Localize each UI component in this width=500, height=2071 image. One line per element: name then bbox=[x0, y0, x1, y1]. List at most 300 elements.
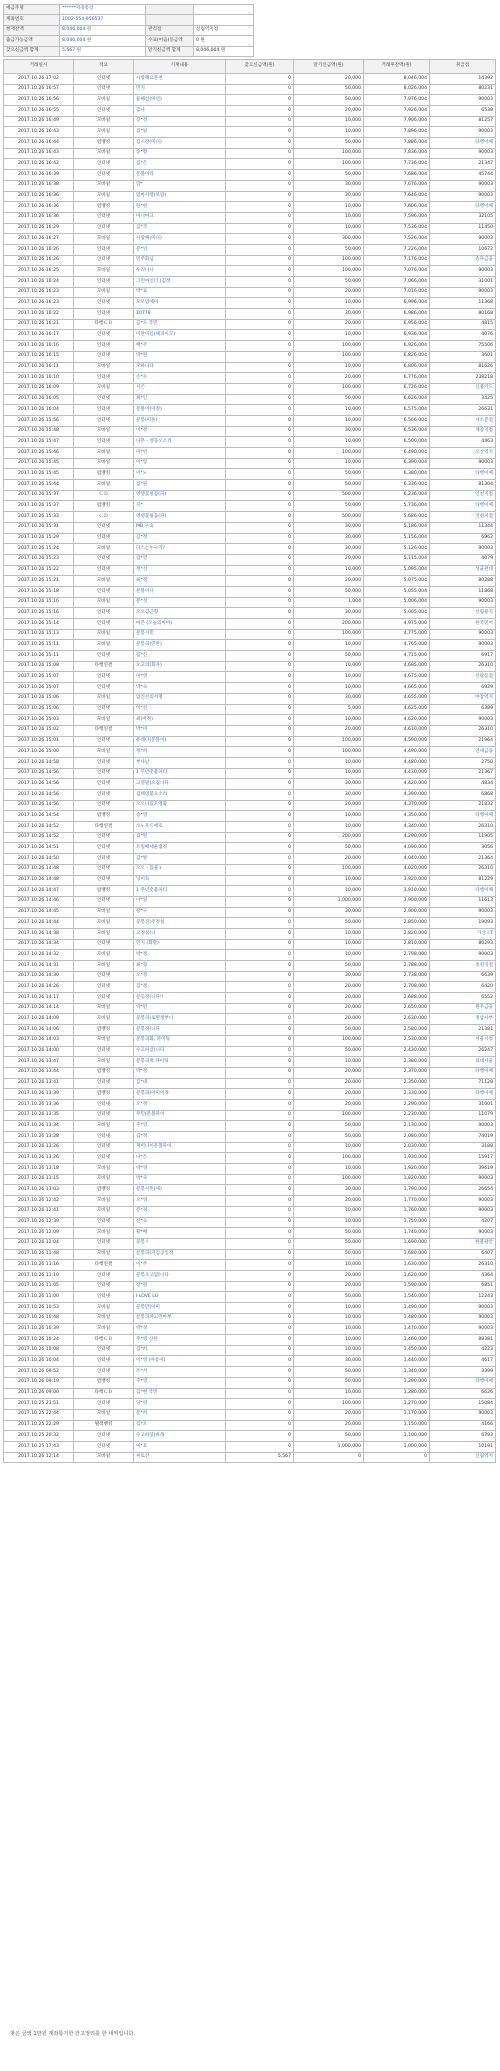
tx-branch: 서소문점 bbox=[430, 415, 496, 426]
tx-withdrawal: 0 bbox=[226, 426, 294, 437]
tx-memo: 씨토진 bbox=[134, 1452, 226, 1463]
tx-withdrawal: 0 bbox=[226, 266, 294, 277]
tx-type: 인터넷 bbox=[74, 779, 134, 790]
tx-memo: 이*호 bbox=[134, 1441, 226, 1452]
tx-withdrawal: 0 bbox=[226, 939, 294, 950]
tx-branch: 90003 bbox=[430, 1303, 496, 1314]
tx-branch: 6626 bbox=[430, 1388, 496, 1399]
tx-balance: 1,750,000 bbox=[364, 1217, 430, 1228]
tx-branch: 타행이체 bbox=[430, 886, 496, 897]
table-row bbox=[4, 768, 496, 779]
tx-type: 인터넷 bbox=[74, 704, 134, 715]
tx-date: 2017.10.26 14:56 bbox=[4, 779, 74, 790]
table-row bbox=[4, 116, 496, 127]
tx-deposit: 10,000 bbox=[294, 1057, 364, 1068]
table-row bbox=[4, 1345, 496, 1356]
table-row bbox=[4, 1388, 496, 1399]
tx-branch: 90003 bbox=[430, 950, 496, 961]
tx-deposit: 20,000 bbox=[294, 106, 364, 117]
tx-balance: 1,450,000 bbox=[364, 1345, 430, 1356]
tx-type: 인터넷 bbox=[74, 832, 134, 843]
tx-date: 2017.10.26 13:44 bbox=[4, 1067, 74, 1078]
tx-balance: 2,650,000 bbox=[364, 1003, 430, 1014]
table-row bbox=[4, 148, 496, 159]
tx-memo: 부나난 bbox=[134, 757, 226, 768]
tx-memo: 김*희 bbox=[134, 1345, 226, 1356]
tx-branch: 80231 bbox=[430, 84, 496, 95]
tx-date: 2017.10.26 15:13 bbox=[4, 629, 74, 640]
tx-withdrawal: 0 bbox=[226, 651, 294, 662]
tx-branch: 71128 bbox=[430, 1078, 496, 1089]
tx-date: 2017.10.26 14:48 bbox=[4, 875, 74, 886]
tx-type: 인터넷 bbox=[74, 405, 134, 416]
tx-type: 펌뱅킹 bbox=[74, 1185, 134, 1196]
tx-balance: 6,826,004 bbox=[364, 351, 430, 362]
tx-branch: 90003 bbox=[430, 597, 496, 608]
tx-balance: 2,430,000 bbox=[364, 1046, 430, 1057]
tx-deposit: 30,000 bbox=[294, 426, 364, 437]
tx-memo: 오오 - 뜸물+ bbox=[134, 864, 226, 875]
tx-type: 인터넷 bbox=[74, 106, 134, 117]
table-row bbox=[4, 1452, 496, 1463]
tx-branch: 6552 bbox=[430, 993, 496, 1004]
tx-deposit: 100,000 bbox=[294, 629, 364, 640]
tx-withdrawal: 0 bbox=[226, 971, 294, 982]
tx-balance: 6,566,004 bbox=[364, 415, 430, 426]
tx-withdrawal: 0 bbox=[226, 907, 294, 918]
tx-balance: 1,460,000 bbox=[364, 1335, 430, 1346]
tx-branch: 81257 bbox=[430, 116, 496, 127]
tx-type: 모바일 bbox=[74, 1014, 134, 1025]
table-row bbox=[4, 1110, 496, 1121]
tx-date: 2017.10.26 14:17 bbox=[4, 993, 74, 1004]
tx-date: 2017.10.26 13:35 bbox=[4, 1110, 74, 1121]
tx-balance: 5,075,004 bbox=[364, 576, 430, 587]
tx-branch: 26310 bbox=[430, 661, 496, 672]
tx-branch: 32105 bbox=[430, 212, 496, 223]
tx-balance: 4,620,000 bbox=[364, 715, 430, 726]
tx-date: 2017.10.26 14:34 bbox=[4, 939, 74, 950]
tx-withdrawal: 0 bbox=[226, 138, 294, 149]
tx-branch: 74019 bbox=[430, 1132, 496, 1143]
tx-date: 2017.10.26 16:36 bbox=[4, 212, 74, 223]
table-row bbox=[4, 1089, 496, 1100]
tx-balance: 8,046,004 bbox=[364, 73, 430, 84]
table-row bbox=[4, 1356, 496, 1367]
tx-balance: 7,686,004 bbox=[364, 170, 430, 181]
tx-memo: 미니마크 bbox=[134, 212, 226, 223]
tx-deposit: 10,000 bbox=[294, 116, 364, 127]
tx-branch: 6389 bbox=[430, 704, 496, 715]
tx-memo: MB 구속 bbox=[134, 522, 226, 533]
tx-deposit: 100,000 bbox=[294, 1174, 364, 1185]
tx-deposit: 50,000 bbox=[294, 1431, 364, 1442]
table-row bbox=[4, 1249, 496, 1260]
tx-withdrawal: 0 bbox=[226, 565, 294, 576]
tx-withdrawal: 0 bbox=[226, 928, 294, 939]
tx-type: 인터넷 bbox=[74, 1399, 134, 1410]
tx-branch: 4079 bbox=[430, 554, 496, 565]
tx-branch: 88381 bbox=[430, 1335, 496, 1346]
tx-type: 모바일 bbox=[74, 480, 134, 491]
tx-balance: 1,440,000 bbox=[364, 1356, 430, 1367]
table-row bbox=[4, 704, 496, 715]
tx-date: 2017.10.26 09:19 bbox=[4, 1377, 74, 1388]
tx-balance: 6,236,004 bbox=[364, 490, 430, 501]
tx-type: 인터넷 bbox=[74, 73, 134, 84]
tx-withdrawal: 0 bbox=[226, 1409, 294, 1420]
tx-memo: 문봉(미혼) bbox=[134, 415, 226, 426]
tx-memo: 엄마사랑(보람) bbox=[134, 191, 226, 202]
tx-memo: 정*선 bbox=[134, 565, 226, 576]
tx-type: 인터넷 bbox=[74, 1078, 134, 1089]
tx-withdrawal: 0 bbox=[226, 961, 294, 972]
tx-balance: 7,076,004 bbox=[364, 266, 430, 277]
tx-withdrawal: 0 bbox=[226, 1089, 294, 1100]
tx-withdrawal: 0 bbox=[226, 415, 294, 426]
table-row bbox=[4, 875, 496, 886]
tx-deposit: 20,000 bbox=[294, 982, 364, 993]
table-row bbox=[4, 1067, 496, 1078]
tx-date: 2017.10.26 14:06 bbox=[4, 1025, 74, 1036]
table-row bbox=[4, 886, 496, 897]
tx-memo: 마픈 (오늘의마마) bbox=[134, 619, 226, 630]
tx-memo: 박*정 bbox=[134, 1067, 226, 1078]
tx-deposit: 30,000 bbox=[294, 544, 364, 555]
table-row bbox=[4, 1238, 496, 1249]
tx-deposit: 10,000 bbox=[294, 1303, 364, 1314]
table-row bbox=[4, 138, 496, 149]
tx-balance: 4,765,000 bbox=[364, 640, 430, 651]
tx-withdrawal: 0 bbox=[226, 362, 294, 373]
tx-balance: 4,370,000 bbox=[364, 800, 430, 811]
tx-withdrawal: 0 bbox=[226, 319, 294, 330]
tx-deposit: 10,000 bbox=[294, 875, 364, 886]
col-branch: 취급점 bbox=[430, 59, 496, 73]
tx-deposit: 30,000 bbox=[294, 907, 364, 918]
tx-deposit: 20,000 bbox=[294, 554, 364, 565]
table-row bbox=[4, 597, 496, 608]
tx-balance: 5,736,004 bbox=[364, 501, 430, 512]
tx-branch: 14392 bbox=[430, 73, 496, 84]
tx-memo: 문봉진(주정실 bbox=[134, 918, 226, 929]
tx-branch: 21381 bbox=[430, 1025, 496, 1036]
tx-branch: 81229 bbox=[430, 875, 496, 886]
tx-deposit: 50,000 bbox=[294, 1121, 364, 1132]
tx-date: 2017.10.26 15:48 bbox=[4, 426, 74, 437]
tx-deposit: 500,000 bbox=[294, 512, 364, 523]
tx-date: 2017.10.26 13:26 bbox=[4, 1153, 74, 1164]
tx-date: 2017.10.26 16:26 bbox=[4, 255, 74, 266]
tx-date: 2017.10.26 16:44 bbox=[4, 138, 74, 149]
tx-memo: 이*노 bbox=[134, 469, 226, 480]
tx-balance: 7,596,004 bbox=[364, 212, 430, 223]
tx-balance: 4,290,000 bbox=[364, 832, 430, 843]
tx-branch: 4364 bbox=[430, 1270, 496, 1281]
tx-deposit: 10,000 bbox=[294, 212, 364, 223]
tx-deposit: 1,000,000 bbox=[294, 1441, 364, 1452]
tx-balance: 8,026,004 bbox=[364, 84, 430, 95]
tx-memo: 박*표 bbox=[134, 287, 226, 298]
tx-branch: 10672 bbox=[430, 244, 496, 255]
tx-branch: 타행이체 bbox=[430, 469, 496, 480]
table-row bbox=[4, 448, 496, 459]
tx-branch: 6793 bbox=[430, 1431, 496, 1442]
tx-withdrawal: 0 bbox=[226, 896, 294, 907]
tx-deposit: 100,000 bbox=[294, 341, 364, 352]
table-row bbox=[4, 1367, 496, 1378]
tx-branch: 39619 bbox=[430, 1164, 496, 1175]
tx-deposit: 10,000 bbox=[294, 202, 364, 213]
tx-balance: 4,090,000 bbox=[364, 843, 430, 854]
tx-balance: 1,480,000 bbox=[364, 1313, 430, 1324]
tx-type: 펌뱅킹 bbox=[74, 202, 134, 213]
tx-date: 2017.10.26 15:16 bbox=[4, 597, 74, 608]
tx-deposit: 10,000 bbox=[294, 811, 364, 822]
table-row bbox=[4, 608, 496, 619]
tx-deposit: 30,000 bbox=[294, 790, 364, 801]
tx-date: 2017.10.25 22:44 bbox=[4, 1409, 74, 1420]
tx-balance: 2,788,000 bbox=[364, 961, 430, 972]
tx-branch: 3399 bbox=[430, 1367, 496, 1378]
tx-memo: 사랑해(미니) bbox=[134, 234, 226, 245]
account-info-row bbox=[4, 5, 254, 15]
tx-type: 모바일 bbox=[74, 918, 134, 929]
tx-deposit: 50,000 bbox=[294, 1132, 364, 1143]
tx-branch: 31001 bbox=[430, 277, 496, 288]
tx-memo: 지* bbox=[134, 501, 226, 512]
tx-deposit: 10,000 bbox=[294, 886, 364, 897]
table-row bbox=[4, 1260, 496, 1271]
tx-date: 2017.10.26 14:52 bbox=[4, 832, 74, 843]
table-row bbox=[4, 351, 496, 362]
tx-memo: 문봉피(민찬) bbox=[134, 640, 226, 651]
tx-branch: 90003 bbox=[430, 640, 496, 651]
table-row bbox=[4, 244, 496, 255]
tx-deposit: 30,000 bbox=[294, 180, 364, 191]
tx-balance: 7,226,004 bbox=[364, 244, 430, 255]
tx-withdrawal: 0 bbox=[226, 1078, 294, 1089]
table-row bbox=[4, 619, 496, 630]
tx-date: 2017.10.25 17:43 bbox=[4, 1441, 74, 1452]
tx-deposit: 300,000 bbox=[294, 234, 364, 245]
tx-withdrawal: 0 bbox=[226, 1014, 294, 1025]
tx-type: 인터넷 bbox=[74, 351, 134, 362]
tx-branch: 6407 bbox=[430, 1249, 496, 1260]
tx-deposit: 20,000 bbox=[294, 1420, 364, 1431]
table-row bbox=[4, 747, 496, 758]
tx-branch: 19093 bbox=[430, 918, 496, 929]
table-row bbox=[4, 790, 496, 801]
tx-deposit: 10,000 bbox=[294, 715, 364, 726]
tx-type: 인터넷 bbox=[74, 437, 134, 448]
table-row bbox=[4, 405, 496, 416]
tx-balance: 6,626,004 bbox=[364, 394, 430, 405]
tx-withdrawal: 0 bbox=[226, 790, 294, 801]
tx-withdrawal: 0 bbox=[226, 619, 294, 630]
tx-branch: 12243 bbox=[430, 1292, 496, 1303]
tx-balance: 5,156,004 bbox=[364, 533, 430, 544]
tx-branch: 11368 bbox=[430, 298, 496, 309]
tx-deposit: 100,000 bbox=[294, 266, 364, 277]
tx-branch: 3056 bbox=[430, 843, 496, 854]
table-row bbox=[4, 1153, 496, 1164]
table-row bbox=[4, 1441, 496, 1452]
info-label: 맡기신금액 합계 bbox=[146, 46, 194, 56]
tx-balance: 1,680,000 bbox=[364, 1249, 430, 1260]
tx-date: 2017.10.26 12:04 bbox=[4, 1238, 74, 1249]
tx-type: 인터넷 bbox=[74, 608, 134, 619]
tx-date: 2017.10.26 14:47 bbox=[4, 886, 74, 897]
table-row bbox=[4, 800, 496, 811]
tx-memo: 이*빈 bbox=[134, 448, 226, 459]
tx-balance: 1,930,000 bbox=[364, 1153, 430, 1164]
tx-memo: 맘* bbox=[134, 180, 226, 191]
tx-date: 2017.10.26 15:07 bbox=[4, 683, 74, 694]
tx-date: 2017.10.26 12:42 bbox=[4, 1196, 74, 1207]
table-row bbox=[4, 501, 496, 512]
tx-balance: 6,926,004 bbox=[364, 341, 430, 352]
table-row bbox=[4, 1025, 496, 1036]
tx-memo: 박*영 bbox=[134, 1164, 226, 1175]
tx-balance: 4,610,000 bbox=[364, 725, 430, 736]
table-row bbox=[4, 640, 496, 651]
tx-memo: 윤혜신(미선) bbox=[134, 95, 226, 106]
tx-date: 2017.10.26 13:18 bbox=[4, 1164, 74, 1175]
table-row bbox=[4, 1303, 496, 1314]
tx-deposit: 1,004 bbox=[294, 597, 364, 608]
tx-deposit: 10,000 bbox=[294, 757, 364, 768]
tx-date: 2017.10.26 15:29 bbox=[4, 533, 74, 544]
tx-balance: 7,736,004 bbox=[364, 159, 430, 170]
tx-branch: 90003 bbox=[430, 234, 496, 245]
tx-balance: 1,270,000 bbox=[364, 1399, 430, 1410]
table-header-row bbox=[4, 59, 496, 73]
tx-withdrawal: 0 bbox=[226, 1174, 294, 1185]
tx-type: 인터넷 bbox=[74, 1099, 134, 1110]
tx-deposit: 50,000 bbox=[294, 1228, 364, 1239]
table-row bbox=[4, 715, 496, 726]
tx-balance: 2,850,000 bbox=[364, 918, 430, 929]
tx-type: 인터넷 bbox=[74, 1238, 134, 1249]
tx-balance: 1,340,000 bbox=[364, 1367, 430, 1378]
tx-type: 펌뱅킹 bbox=[74, 1067, 134, 1078]
tx-memo: 임진선의서명 bbox=[134, 693, 226, 704]
table-row bbox=[4, 661, 496, 672]
table-row bbox=[4, 1206, 496, 1217]
tx-branch: 타행이체 bbox=[430, 1067, 496, 1078]
tx-memo: 장*원 bbox=[134, 1281, 226, 1292]
tx-balance: 7,976,004 bbox=[364, 95, 430, 106]
tx-deposit: 50,000 bbox=[294, 1367, 364, 1378]
tx-withdrawal: 0 bbox=[226, 843, 294, 854]
tx-withdrawal: 0 bbox=[226, 757, 294, 768]
tx-balance: 2,630,000 bbox=[364, 1014, 430, 1025]
tx-memo: 민주화님 bbox=[134, 255, 226, 266]
tx-date: 2017.10.26 12:39 bbox=[4, 1217, 74, 1228]
tx-memo: 김*영 bbox=[134, 554, 226, 565]
tx-deposit: 50,000 bbox=[294, 394, 364, 405]
tx-balance: 2,330,000 bbox=[364, 1089, 430, 1100]
tx-branch: 6917 bbox=[430, 651, 496, 662]
tx-withdrawal: 0 bbox=[226, 704, 294, 715]
tx-type: 인터넷 bbox=[74, 1217, 134, 1228]
tx-type: 인터넷 bbox=[74, 982, 134, 993]
tx-deposit: 30,000 bbox=[294, 779, 364, 790]
tx-balance: 7,606,004 bbox=[364, 202, 430, 213]
tx-memo: 송*향 bbox=[134, 148, 226, 159]
tx-branch: 타행이체 bbox=[430, 1089, 496, 1100]
tx-withdrawal: 0 bbox=[226, 1228, 294, 1239]
tx-memo: 배*주 bbox=[134, 341, 226, 352]
info-label: 관리점 bbox=[146, 25, 194, 35]
tx-branch: 서울시청 bbox=[430, 1035, 496, 1046]
tx-deposit: 20,000 bbox=[294, 287, 364, 298]
tx-memo: 문봉 I bbox=[134, 1238, 226, 1249]
tx-balance: 6,776,004 bbox=[364, 373, 430, 384]
tx-branch: 45744 bbox=[430, 170, 496, 181]
info-label: 출금가능금액 bbox=[4, 36, 60, 46]
tx-deposit: 10,000 bbox=[294, 672, 364, 683]
tx-type: 모바일 bbox=[74, 127, 134, 138]
tx-deposit: 10,000 bbox=[294, 768, 364, 779]
tx-balance: 2,580,000 bbox=[364, 1025, 430, 1036]
tx-memo: 민지 bbox=[134, 84, 226, 95]
tx-branch: 11079 bbox=[430, 1110, 496, 1121]
tx-balance: 1,620,000 bbox=[364, 1270, 430, 1281]
tx-branch: 타행이체 bbox=[430, 138, 496, 149]
table-row bbox=[4, 843, 496, 854]
tx-balance: 7,836,004 bbox=[364, 148, 430, 159]
tx-balance: 6,336,004 bbox=[364, 480, 430, 491]
tx-withdrawal: 0 bbox=[226, 1270, 294, 1281]
tx-branch: 21832 bbox=[430, 800, 496, 811]
tx-balance: 2,810,000 bbox=[364, 939, 430, 950]
tx-date: 2017.10.26 15:07 bbox=[4, 672, 74, 683]
tx-type: 모바일 bbox=[74, 287, 134, 298]
tx-deposit: 100,000 bbox=[294, 736, 364, 747]
tx-balance: 2,738,000 bbox=[364, 971, 430, 982]
tx-deposit: 20,000 bbox=[294, 800, 364, 811]
tx-deposit: 50,000 bbox=[294, 843, 364, 854]
tx-memo: 고영말(으집니다 bbox=[134, 779, 226, 790]
tx-deposit: 20,000 bbox=[294, 854, 364, 865]
tx-date: 2017.10.26 15:24 bbox=[4, 544, 74, 555]
col-type: 적요 bbox=[74, 59, 134, 73]
tx-balance: 2,530,000 bbox=[364, 1035, 430, 1046]
table-row bbox=[4, 672, 496, 683]
tx-withdrawal: 0 bbox=[226, 437, 294, 448]
tx-branch: 21347 bbox=[430, 159, 496, 170]
table-row bbox=[4, 554, 496, 565]
tx-deposit: 20,000 bbox=[294, 1078, 364, 1089]
table-row bbox=[4, 95, 496, 106]
tx-type: 인터넷 bbox=[74, 854, 134, 865]
table-row bbox=[4, 1121, 496, 1132]
tx-branch: 90003 bbox=[430, 1196, 496, 1207]
tx-balance: 6,575,004 bbox=[364, 405, 430, 416]
tx-balance: 1,920,000 bbox=[364, 1164, 430, 1175]
table-row bbox=[4, 683, 496, 694]
tx-withdrawal: 0 bbox=[226, 1067, 294, 1078]
tx-withdrawal: 0 bbox=[226, 73, 294, 84]
tx-withdrawal: 0 bbox=[226, 715, 294, 726]
tx-memo: 김*신 bbox=[134, 651, 226, 662]
tx-type: 모바일 bbox=[74, 180, 134, 191]
tx-branch: 4223 bbox=[430, 1345, 496, 1356]
tx-deposit: 100,000 bbox=[294, 255, 364, 266]
tx-branch: 90003 bbox=[430, 180, 496, 191]
